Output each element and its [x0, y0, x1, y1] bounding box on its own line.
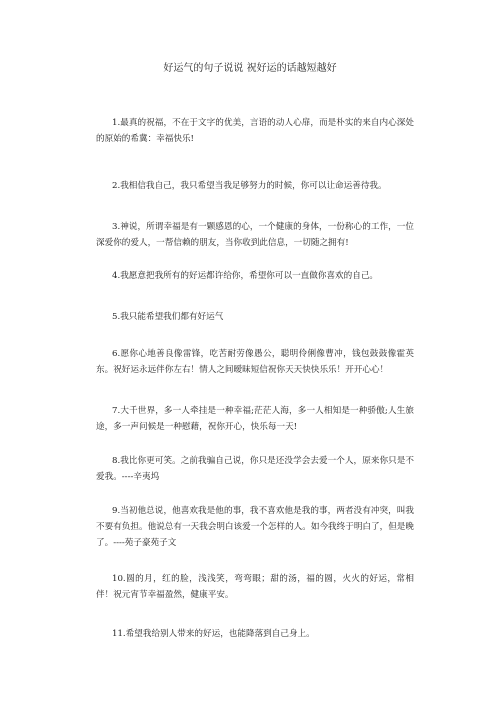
paragraph-5: 5.我只能希望我们都有好运气	[112, 312, 224, 322]
paragraph-8: 8.我比你更可笑。之前我骗自己说，你只是还没学会去爱一个人，原来你只是不爱我。----辛夷坞	[96, 456, 414, 482]
paragraph-4: 4.我愿意把我所有的好运都许给你，希望你可以一直做你喜欢的自己。	[112, 271, 379, 281]
paragraph-7: 7.大千世界，多一人牵挂是一种幸福;茫茫人海，多一人相知是一种骄傲;人生旅途，多一声问候是一种慰藉，祝你开心，快乐每一天!	[96, 406, 414, 432]
paragraph-2: 2.我相信我自己，我只希望当我足够努力的时候，你可以让命运善待我。	[112, 181, 387, 191]
paragraph-1: 1.最真的祝福，不在于文字的优美，言语的动人心扉，而是朴实的来自内心深处的原始的希冀：幸福快乐!	[96, 118, 414, 144]
paragraph-6: 6.愿你心地善良像雷锋，吃苦耐劳像愚公，聪明伶俐像曹冲，钱包鼓鼓像霍英东。祝好运永远伴你左右！情人之间暧昧短信祝你天天快快乐乐！开开心心！	[96, 349, 414, 375]
paragraph-11: 11.希望我给别人带来的好运，也能降落到自己身上。	[112, 629, 315, 639]
paragraph-9: 9.当初他总说，他喜欢我是他的事，我不喜欢他是我的事，两者没有冲突，叫我不要有负担。他说总有一天我会明白该爱一个怎样的人。如今我终于明白了，但是晚了。----苑子豪苑子文	[96, 506, 414, 548]
paragraph-10: 10.圆的月，红的脸，浅浅笑，弯弯眼；甜的汤，福的圆，火火的好运，常相伴！祝元宵节幸福盈然，健康平安。	[96, 574, 414, 600]
page-title: 好运气的句子说说 祝好运的话越短越好	[163, 63, 337, 74]
paragraph-3: 3.神说，所谓幸福是有一颗感恩的心，一个健康的身体，一份称心的工作，一位深爱你的爱人，一帮信赖的朋友，当你收到此信息，一切随之拥有!	[96, 222, 414, 248]
